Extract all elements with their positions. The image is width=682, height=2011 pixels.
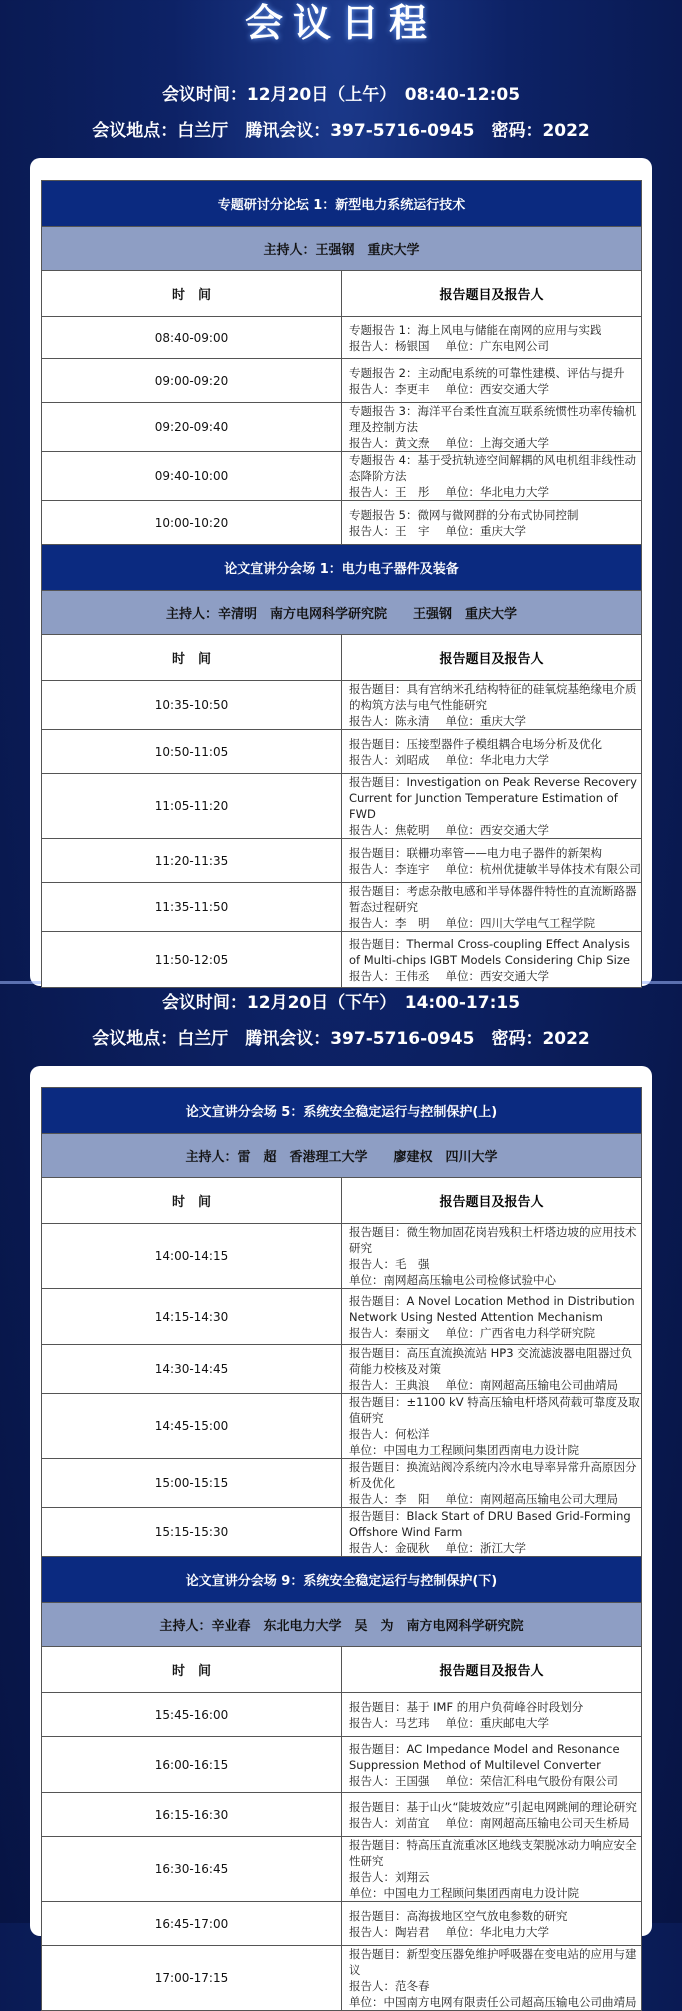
column-header-row: [42, 1178, 642, 1224]
speaker-unit: 单位：广东电网公司: [445, 338, 549, 353]
table-row: [42, 1946, 642, 2011]
report-cell: [342, 1946, 642, 2011]
report-title: 专题报告 3：海洋平台柔性直流互联系统惯性功率传输机理及控制方法: [349, 404, 636, 434]
time-slot: 15:45-16:00: [42, 1693, 342, 1737]
speaker-line: [349, 1491, 641, 1507]
time-slot: 15:00-15:15: [42, 1459, 342, 1508]
column-header-row: [42, 1647, 642, 1693]
speaker-line: [349, 1815, 641, 1831]
report-title: 报告题目：Investigation on Peak Reverse Recovery Current for Junction Temperature Estimation of FWD: [349, 775, 637, 821]
table-row: [42, 403, 642, 452]
table-row: [42, 932, 642, 988]
speaker-unit: 单位：南网超高压输电公司曲靖局: [445, 1378, 618, 1392]
speaker-line: [349, 861, 641, 877]
column-header-time: 时 间: [42, 635, 342, 681]
report-cell: [342, 1224, 642, 1289]
speaker-line: [349, 1377, 641, 1393]
speaker-name: 报告人：杨银国: [349, 338, 430, 353]
section-title-row: [42, 545, 642, 591]
time-slot: 14:30-14:45: [42, 1345, 342, 1394]
report-title: 报告题目：基于山火“陡坡效应”引起电网跳闸的理论研究: [349, 1799, 637, 1814]
speaker-line: [349, 968, 641, 984]
speaker-name: 报告人：何松洋: [349, 1427, 430, 1441]
time-slot: 10:35-10:50: [42, 681, 342, 730]
speaker-name: 报告人：秦丽文: [349, 1325, 430, 1340]
time-slot: 10:50-11:05: [42, 730, 342, 774]
report-cell: [342, 317, 642, 359]
speaker-name: 报告人：范冬春: [349, 1979, 430, 1993]
report-cell: [342, 932, 642, 988]
speaker-unit: 单位：南网超高压输电公司天生桥局: [445, 1815, 630, 1830]
report-title: 报告题目：高压直流换流站 HP3 交流滤波器电阻器过负荷能力校核及对策: [349, 1346, 633, 1376]
speaker-name: 报告人：王典浪: [349, 1378, 430, 1392]
speaker-line: [349, 1773, 641, 1789]
section-title: 论文宣讲分会场 5：系统安全稳定运行与控制保护(上): [42, 1088, 642, 1134]
time-slot: 16:00-16:15: [42, 1737, 342, 1793]
speaker-name: 报告人：刘翔云: [349, 1870, 430, 1884]
report-cell: [342, 883, 642, 932]
table-row: [42, 1837, 642, 1902]
speaker-unit: 单位：中国南方电网有限责任公司超高压输电公司曲靖局: [349, 1995, 637, 2009]
speaker-line: [349, 915, 641, 931]
table-row: [42, 317, 642, 359]
table-row: [42, 452, 642, 501]
report-cell: [342, 1459, 642, 1508]
speaker-name: 报告人：黄文焘: [349, 436, 430, 450]
speaker-name: 报告人：王国强: [349, 1773, 430, 1788]
speaker-unit: 单位：荣信汇科电气股份有限公司: [445, 1773, 618, 1788]
report-title: 报告题目：基于 IMF 的用户负荷峰谷时段划分: [349, 1699, 584, 1714]
speaker-unit: 单位：中国电力工程顾问集团西南电力设计院: [349, 1886, 579, 1900]
host-text: 主持人：雷 超 香港理工大学 廖建权 四川大学: [42, 1134, 642, 1178]
host-text: 主持人：王强钢 重庆大学: [42, 227, 642, 271]
report-cell: [342, 1793, 642, 1837]
report-cell: [342, 403, 642, 452]
speaker-name: 报告人：刘昭成: [349, 752, 430, 767]
speaker-unit: 单位：南网超高压输电公司大理局: [445, 1492, 618, 1506]
time-slot: 17:00-17:15: [42, 1946, 342, 2011]
section-title: 论文宣讲分会场 1：电力电子器件及装备: [42, 545, 642, 591]
afternoon-place-line: 会议地点：白兰厅 腾讯会议：397-5716-0945 密码：2022: [92, 1029, 590, 1049]
speaker-line: [349, 1924, 641, 1940]
report-title: 报告题目：微生物加固花岗岩残积土杆塔边坡的应用技术研究: [349, 1225, 637, 1255]
speaker-line: [349, 1715, 641, 1731]
table-row: [42, 774, 642, 839]
afternoon-schedule-table: [41, 1087, 642, 2011]
speaker-unit: 单位：华北电力大学: [445, 752, 549, 767]
speaker-unit: 单位：杭州优捷敏半导体技术有限公司: [445, 861, 641, 876]
afternoon-time-line: 会议时间：12月20日（下午） 14:00-17:15: [161, 993, 521, 1013]
report-title: 报告题目：具有宫纳米孔结构特征的硅氧烷基绝缘电介质的构筑方法与电气性能研究: [349, 682, 637, 712]
time-slot: 11:05-11:20: [42, 774, 342, 839]
speaker-unit: 单位：广西省电力科学研究院: [445, 1325, 595, 1340]
report-cell: [342, 1902, 642, 1946]
host-text: 主持人：辛业春 东北电力大学 吴 为 南方电网科学研究院: [42, 1603, 642, 1647]
column-header-topic: 报告题目及报告人: [342, 271, 642, 317]
report-cell: [342, 1345, 642, 1394]
speaker-line: [349, 1540, 641, 1556]
report-cell: [342, 1289, 642, 1345]
speaker-line: [349, 338, 641, 354]
report-title: 报告题目：Black Start of DRU Based Grid-Forming Offshore Wind Farm: [349, 1509, 631, 1539]
time-slot: 16:15-16:30: [42, 1793, 342, 1837]
speaker-name: 报告人：李 明: [349, 916, 430, 930]
report-cell: [342, 452, 642, 501]
speaker-unit: 单位：西安交通大学: [445, 823, 549, 837]
report-title: 报告题目：新型变压器免维护呼吸器在变电站的应用与建议: [349, 1947, 637, 1977]
speaker-name: 报告人：毛 强: [349, 1257, 430, 1271]
time-slot: 09:40-10:00: [42, 452, 342, 501]
report-cell: [342, 501, 642, 545]
report-cell: [342, 359, 642, 403]
speaker-name: 报告人：陈永清: [349, 714, 430, 728]
speaker-unit: 单位：四川大学电气工程学院: [445, 916, 595, 930]
time-slot: 11:50-12:05: [42, 932, 342, 988]
speaker-unit: 单位：西安交通大学: [445, 381, 549, 396]
speaker-line: [349, 752, 641, 768]
speaker-line: [349, 484, 641, 500]
host-row: [42, 227, 642, 271]
column-header-topic: 报告题目及报告人: [342, 1647, 642, 1693]
report-title: 专题报告 2：主动配电系统的可靠性建模、评估与提升: [349, 365, 625, 380]
speaker-line: [349, 1869, 641, 1901]
section-title: 专题研讨分论坛 1：新型电力系统运行技术: [42, 181, 642, 227]
speaker-unit: 单位：上海交通大学: [445, 436, 549, 450]
table-row: [42, 1394, 642, 1459]
speaker-unit: 单位：西安交通大学: [445, 968, 549, 983]
report-cell: [342, 839, 642, 883]
speaker-name: 报告人：刘苗宜: [349, 1815, 430, 1830]
table-row: [42, 1902, 642, 1946]
speaker-name: 报告人：王伟丞: [349, 968, 430, 983]
page-title: 会议日程: [244, 1, 437, 45]
speaker-name: 报告人：李更丰: [349, 381, 430, 396]
speaker-name: 报告人：李 阳: [349, 1492, 430, 1506]
speaker-unit: 单位：中国电力工程顾问集团西南电力设计院: [349, 1443, 579, 1457]
table-row: [42, 883, 642, 932]
table-row: [42, 1459, 642, 1508]
speaker-unit: 单位：南网超高压输电公司检修试验中心: [349, 1273, 556, 1287]
time-slot: 14:15-14:30: [42, 1289, 342, 1345]
speaker-unit: 单位：华北电力大学: [445, 485, 549, 499]
host-row: [42, 591, 642, 635]
speaker-line: [349, 381, 641, 397]
time-slot: 15:15-15:30: [42, 1508, 342, 1557]
report-title: 专题报告 1：海上风电与储能在南网的应用与实践: [349, 322, 602, 337]
report-title: 报告题目：联栅功率管——电力电子器件的新架构: [349, 845, 602, 860]
table-row: [42, 1345, 642, 1394]
time-slot: 09:20-09:40: [42, 403, 342, 452]
host-row: [42, 1134, 642, 1178]
column-header-row: [42, 271, 642, 317]
report-title: 专题报告 4：基于受抗轨迹空间解耦的风电机组非线性动态降阶方法: [349, 453, 636, 483]
report-title: 报告题目：AC Impedance Model and Resonance Suppression Method of Multilevel Converter: [349, 1741, 620, 1772]
speaker-line: [349, 822, 641, 838]
report-title: 报告题目：考虑杂散电感和半导体器件特性的直流断路器暂态过程研究: [349, 884, 637, 914]
report-cell: [342, 1837, 642, 1902]
section-title-row: [42, 1557, 642, 1603]
speaker-unit: 单位：浙江大学: [445, 1541, 526, 1555]
host-text: 主持人：辛清明 南方电网科学研究院 王强钢 重庆大学: [42, 591, 642, 635]
report-title: 专题报告 5：微网与微网群的分布式协同控制: [349, 507, 579, 522]
section-title-row: [42, 1088, 642, 1134]
host-row: [42, 1603, 642, 1647]
speaker-line: [349, 1978, 641, 2010]
column-header-time: 时 间: [42, 271, 342, 317]
table-row: [42, 1737, 642, 1793]
speaker-line: [349, 713, 641, 729]
speaker-name: 报告人：马艺玮: [349, 1715, 430, 1730]
time-slot: 11:20-11:35: [42, 839, 342, 883]
time-slot: 16:30-16:45: [42, 1837, 342, 1902]
report-title: 报告题目：Thermal Cross-coupling Effect Analysis of Multi-chips IGBT Models Considering Chip Size: [349, 936, 630, 967]
table-row: [42, 1289, 642, 1345]
morning-schedule-table: [41, 180, 642, 988]
report-cell: [342, 1508, 642, 1557]
speaker-name: 报告人：陶岩君: [349, 1924, 430, 1939]
speaker-line: [349, 1325, 641, 1341]
report-cell: [342, 1737, 642, 1793]
column-header-row: [42, 635, 642, 681]
morning-place-line: 会议地点：白兰厅 腾讯会议：397-5716-0945 密码：2022: [92, 121, 590, 141]
report-title: 报告题目：压接型器件子模组耦合电场分析及优化: [349, 736, 602, 751]
column-header-time: 时 间: [42, 1178, 342, 1224]
speaker-unit: 单位：重庆大学: [445, 714, 526, 728]
table-row: [42, 839, 642, 883]
report-title: 报告题目：±1100 kV 特高压输电杆塔风荷载可靠度及取值研究: [349, 1395, 640, 1425]
speaker-name: 报告人：王 宇: [349, 523, 430, 538]
speaker-unit: 单位：华北电力大学: [445, 1924, 549, 1939]
table-row: [42, 501, 642, 545]
table-row: [42, 1693, 642, 1737]
column-header-topic: 报告题目及报告人: [342, 1178, 642, 1224]
report-cell: [342, 774, 642, 839]
report-title: 报告题目：换流站阀冷系统内冷水电导率异常升高原因分析及优化: [349, 1460, 637, 1490]
speaker-name: 报告人：金砚秋: [349, 1541, 430, 1555]
speaker-unit: 单位：重庆大学: [445, 523, 526, 538]
table-row: [42, 1793, 642, 1837]
time-slot: 08:40-09:00: [42, 317, 342, 359]
table-row: [42, 730, 642, 774]
report-title: 报告题目：高海拔地区空气放电参数的研究: [349, 1908, 568, 1923]
time-slot: 16:45-17:00: [42, 1902, 342, 1946]
time-slot: 14:00-14:15: [42, 1224, 342, 1289]
section-title-row: [42, 181, 642, 227]
table-row: [42, 1508, 642, 1557]
time-slot: 14:45-15:00: [42, 1394, 342, 1459]
speaker-name: 报告人：李连宇: [349, 861, 430, 876]
table-row: [42, 359, 642, 403]
report-cell: [342, 1693, 642, 1737]
speaker-line: [349, 1256, 641, 1288]
report-title: 报告题目：特高压直流重冰区地线支架脱冰动力响应安全性研究: [349, 1838, 637, 1868]
time-slot: 10:00-10:20: [42, 501, 342, 545]
column-header-time: 时 间: [42, 1647, 342, 1693]
report-title: 报告题目：A Novel Location Method in Distribution Network Using Nested Attention Mechanism: [349, 1293, 635, 1324]
time-slot: 11:35-11:50: [42, 883, 342, 932]
speaker-unit: 单位：重庆邮电大学: [445, 1715, 549, 1730]
report-cell: [342, 681, 642, 730]
section-title: 论文宣讲分会场 9：系统安全稳定运行与控制保护(下): [42, 1557, 642, 1603]
table-row: [42, 1224, 642, 1289]
time-slot: 09:00-09:20: [42, 359, 342, 403]
report-cell: [342, 1394, 642, 1459]
column-header-topic: 报告题目及报告人: [342, 635, 642, 681]
speaker-line: [349, 1426, 641, 1458]
morning-time-line: 会议时间：12月20日（上午） 08:40-12:05: [161, 85, 521, 105]
speaker-name: 报告人：焦乾明: [349, 823, 430, 837]
speaker-name: 报告人：王 彤: [349, 485, 430, 499]
speaker-line: [349, 523, 641, 539]
table-row: [42, 681, 642, 730]
speaker-line: [349, 435, 641, 451]
report-cell: [342, 730, 642, 774]
